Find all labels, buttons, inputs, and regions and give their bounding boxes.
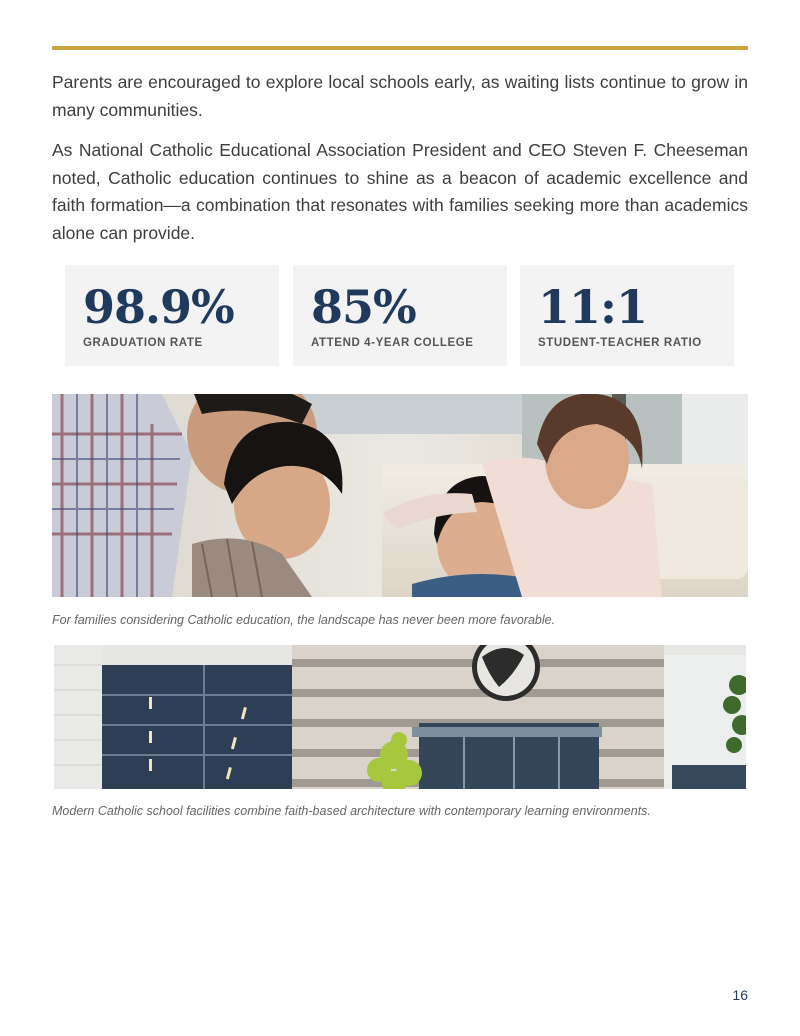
stat-label: STUDENT-TEACHER RATIO xyxy=(538,337,702,349)
photo-caption: For families considering Catholic education, the landscape has never been more favorable. xyxy=(52,613,556,627)
stat-value: 98.9% xyxy=(83,280,234,334)
stat-card-ratio xyxy=(520,265,734,366)
photo-caption: Modern Catholic school facilities combine faith-based architecture with contemporary learning environments. xyxy=(52,804,651,818)
top-accent-rule xyxy=(52,46,748,50)
stat-value: 11:1 xyxy=(538,280,648,334)
stat-label: ATTEND 4-YEAR COLLEGE xyxy=(311,337,474,349)
family-photo-illustration xyxy=(52,394,748,597)
page-number: 16 xyxy=(732,987,748,1003)
body-paragraph: Parents are encouraged to explore local schools early, as waiting lists continue to grow in many communities. xyxy=(52,72,748,120)
stat-card-college xyxy=(293,265,507,366)
school-building-illustration xyxy=(54,645,746,789)
stat-label: GRADUATION RATE xyxy=(83,337,203,349)
stat-card-graduation xyxy=(65,265,279,366)
stats-row xyxy=(65,265,735,366)
body-paragraph: As National Catholic Educational Association President and CEO Steven F. Cheeseman noted, Catholic education continues to shine as a beacon of academic excellence and faith formation—a combination that resonates with families seeking more than academics alone can provide. xyxy=(52,140,748,243)
stat-value: 85% xyxy=(311,280,416,334)
school-building-photo xyxy=(54,645,746,789)
family-photo xyxy=(52,394,748,597)
